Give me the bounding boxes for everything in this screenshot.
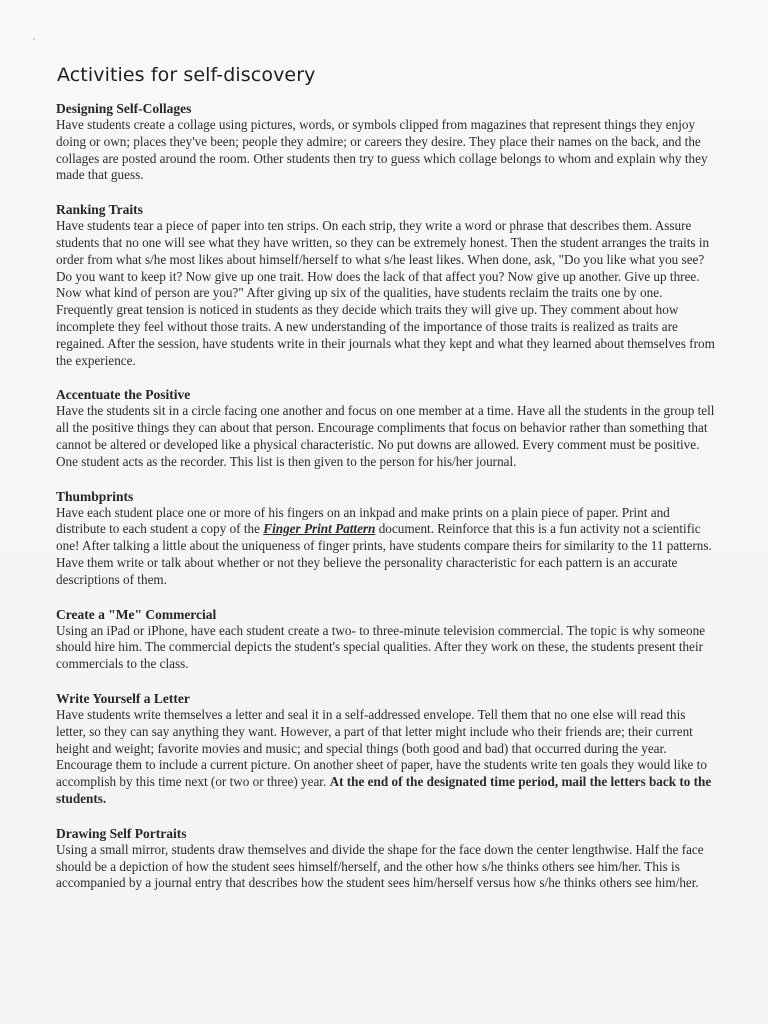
section-designing-self-collages	[56, 100, 716, 184]
section-write-yourself-a-letter	[56, 690, 716, 808]
document-title: Activities for self-discovery	[57, 64, 316, 86]
bold-instruction: At the end of the designated time period, mail the letters back to the students.	[56, 774, 712, 806]
scan-speck	[33, 38, 35, 40]
section-body: Have the students sit in a circle facing one another and focus on one member at a time. Have all the students in the group tell all the positive things they can about that person. Encourage compliments that focus on behavior rather than something that cannot be altered or developed like a physical characteristic. No put downs are allowed. Every comment must be positive. One student acts as the recorder. This list is then given to the person for his/her journal.	[56, 403, 715, 469]
section-thumbprints	[56, 488, 716, 589]
section-heading: Thumbprints	[56, 488, 134, 504]
section-body	[56, 707, 716, 808]
body-text-after-link: document. Reinforce that this is a fun activity not a scientific one! After talking a little about the uniqueness of finger prints, have students compare theirs for similarity to the 11 patterns. Have them write or talk about whether or not they believe the personality characteristic for each pattern is an accurate descriptions of them.	[56, 521, 712, 587]
body-text-before-link: Have each student place one or more of his fingers on an inkpad and make prints on a plain piece of paper. Print and distribute to each student a copy of the	[56, 504, 670, 537]
section-body: Have students create a collage using pictures, words, or symbols clipped from magazines that represent things they enjoy doing or own; places they've been; people they admire; or careers they desire. They place their names on the back, and the collages are posted around the room. Other students then try to guess which collage belongs to whom and explain why they made that guess.	[56, 117, 708, 183]
section-heading: Drawing Self Portraits	[56, 825, 187, 841]
section-body: Have students tear a piece of paper into ten strips. On each strip, they write a word or phrase that describes them. Assure students that no one will see what they have written, so they can be extremely honest. Then the student arranges the traits in order from what s/he most likes about himself/herself to what s/he least likes. When done, ask, "Do you like what you see? Do you want to keep it? Now give up one trait. How does the lack of that affect you? Now give up another. Give up three. Now what kind of person are you?" After giving up six of the qualities, have students reclaim the traits one by one. Frequently great tension is noticed in students as they decide which traits they will give up. They comment about how incomplete they feel without those traits. A new understanding of the importance of those traits is realized as traits are regained. After the session, have students write in their journals what they kept and what they learned about themselves from the experience.	[56, 218, 715, 368]
section-heading: Accentuate the Positive	[56, 387, 191, 403]
section-drawing-self-portraits	[56, 825, 716, 892]
section-heading: Ranking Traits	[56, 202, 143, 218]
section-ranking-traits	[56, 201, 716, 369]
section-heading: Create a "Me" Commercial	[56, 606, 217, 622]
section-body: Using a small mirror, students draw themselves and divide the shape for the face down the center lengthwise. Half the face should be a depiction of how the student sees himself/herself, and the other how s/he thinks others see him/her. This is accompanied by a journal entry that describes how the student sees him/herself versus how s/he thinks others see him/her.	[56, 841, 704, 891]
section-accentuate-the-positive	[56, 386, 716, 470]
section-heading: Designing Self-Collages	[56, 101, 192, 116]
finger-print-pattern-link[interactable]: Finger Print Pattern	[263, 521, 376, 537]
section-me-commercial	[56, 606, 716, 673]
section-body	[56, 505, 716, 589]
body-text: Have students write themselves a letter and seal it in a self-addressed envelope. Tell them that no one else will read this letter, so they can say anything they want. However, a part of that letter might include who their friends are; their current height and weight; favorite movies and music; and special things (both good and bad) that occurred during the year. Encourage them to include a current picture. On another sheet of paper, have the students write ten goals they would like to accomplish by this time next (or two or three) year.	[56, 706, 707, 790]
section-body: Using an iPad or iPhone, have each student create a two- to three-minute television commercial. The topic is why someone should hire him. The commercial depicts the student's special qualities. After they work on these, the students present their commercials to the class.	[56, 622, 706, 672]
document-content	[56, 64, 716, 909]
section-heading: Write Yourself a Letter	[56, 690, 190, 706]
